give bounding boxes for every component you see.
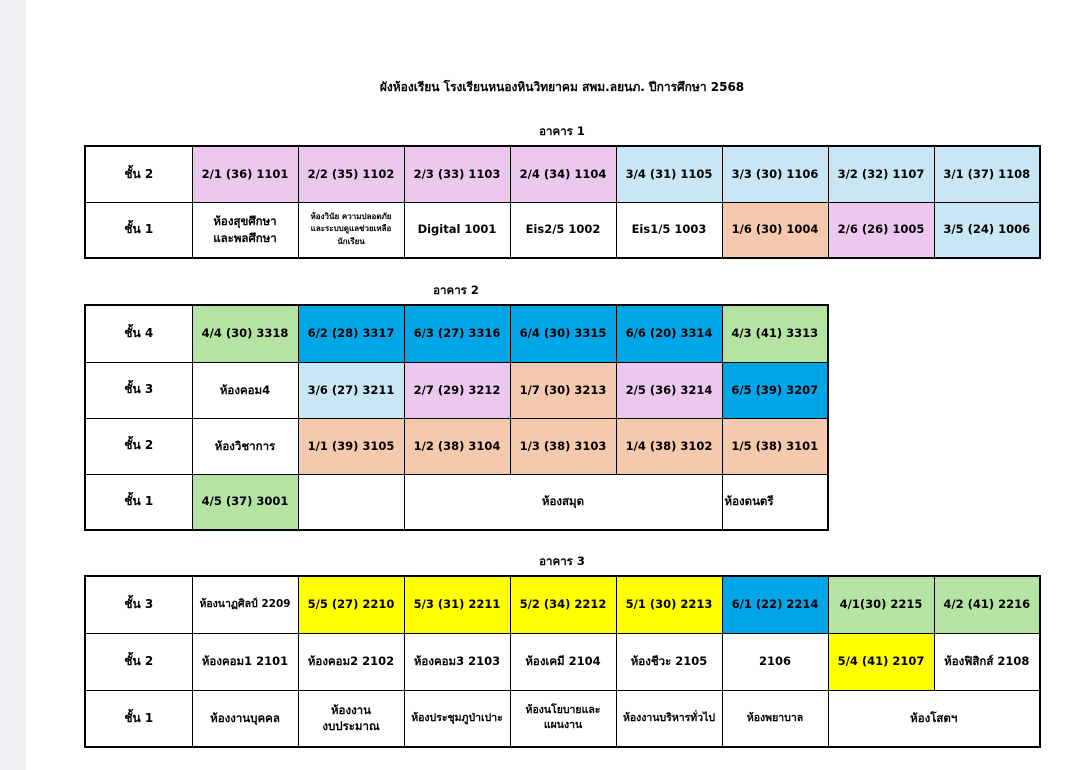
building-2-title: อาคาร 2 [433,283,479,297]
room-cell: 5/2 (34) 2212 [510,576,616,633]
floor-label: ชั้น 1 [85,474,192,530]
floor-row [85,418,828,474]
room-cell: 3/6 (27) 3211 [298,362,404,418]
room-cell: 5/4 (41) 2107 [828,633,934,690]
room-cell: ห้องงานบริหารทั่วไป [616,690,722,747]
room-cell: ห้องงาน งบประมาณ [298,690,404,747]
room-cell: ห้องสมุด [404,474,722,530]
room-cell: Eis2/5 1002 [510,202,616,258]
room-cell: 1/6 (30) 1004 [722,202,828,258]
floor-row [85,146,1040,202]
building-3-table [84,575,1041,748]
room-cell: ห้องโสตฯ [828,690,1040,747]
floor-row [85,202,1040,258]
room-cell: 2/7 (29) 3212 [404,362,510,418]
room-cell: Eis1/5 1003 [616,202,722,258]
room-cell: 1/4 (38) 3102 [616,418,722,474]
floor-row [85,305,828,362]
building-1-table [84,145,1041,259]
room-cell: 4/4 (30) 3318 [192,305,298,362]
room-cell: 6/5 (39) 3207 [722,362,828,418]
room-cell: 6/4 (30) 3315 [510,305,616,362]
room-cell: ห้องคอม2 2102 [298,633,404,690]
room-cell: ห้องคอม3 2103 [404,633,510,690]
room-cell: ห้องวินัย ความปลอดภัย และระบบดูแลช่วยเหลือ นักเรียน [298,202,404,258]
room-cell: ห้องนโยบายและ แผนงาน [510,690,616,747]
floor-label: ชั้น 1 [85,202,192,258]
room-cell: 6/1 (22) 2214 [722,576,828,633]
building-1-title: อาคาร 1 [539,124,585,138]
room-cell: 2/2 (35) 1102 [298,146,404,202]
room-cell: ห้องคอม1 2101 [192,633,298,690]
room-cell: ห้องดนตรี [722,474,828,530]
room-cell: 4/1(30) 2215 [828,576,934,633]
floor-row [85,633,1040,690]
floor-label: ชั้น 2 [85,418,192,474]
room-cell: Digital 1001 [404,202,510,258]
room-cell: 6/6 (20) 3314 [616,305,722,362]
room-cell: 2/4 (34) 1104 [510,146,616,202]
room-cell: 3/3 (30) 1106 [722,146,828,202]
room-cell: 5/5 (27) 2210 [298,576,404,633]
floor-row [85,690,1040,747]
room-cell: 4/5 (37) 3001 [192,474,298,530]
room-cell: ห้องเคมี 2104 [510,633,616,690]
floor-row [85,576,1040,633]
building-3-title: อาคาร 3 [539,554,585,568]
room-cell: 4/3 (41) 3313 [722,305,828,362]
room-cell [298,474,404,530]
room-cell: 1/3 (38) 3103 [510,418,616,474]
floor-label: ชั้น 2 [85,146,192,202]
room-cell: 4/2 (41) 2216 [934,576,1040,633]
floor-label: ชั้น 3 [85,362,192,418]
room-cell: 3/5 (24) 1006 [934,202,1040,258]
room-cell: ห้องพยาบาล [722,690,828,747]
room-cell: 6/2 (28) 3317 [298,305,404,362]
room-cell: 1/2 (38) 3104 [404,418,510,474]
room-cell: ห้องคอม4 [192,362,298,418]
room-cell: 2/3 (33) 1103 [404,146,510,202]
floor-label: ชั้น 3 [85,576,192,633]
room-cell: 5/1 (30) 2213 [616,576,722,633]
left-margin-strip [0,0,26,770]
room-cell: ห้องสุขศึกษา และพลศึกษา [192,202,298,258]
room-cell: 1/1 (39) 3105 [298,418,404,474]
room-cell: ห้องประชุมภูป่าเปาะ [404,690,510,747]
floor-label: ชั้น 1 [85,690,192,747]
room-cell: 1/7 (30) 3213 [510,362,616,418]
room-cell: 3/1 (37) 1108 [934,146,1040,202]
room-cell: 3/4 (31) 1105 [616,146,722,202]
floor-label: ชั้น 4 [85,305,192,362]
room-cell: 2106 [722,633,828,690]
room-cell: ห้องฟิสิกส์ 2108 [934,633,1040,690]
room-cell: ห้องงานบุคคล [192,690,298,747]
floor-row [85,474,828,530]
floor-row [85,362,828,418]
room-cell: ห้องนาฏศิลป์ 2209 [192,576,298,633]
room-cell: 6/3 (27) 3316 [404,305,510,362]
room-cell: 1/5 (38) 3101 [722,418,828,474]
room-cell: ห้องวิชาการ [192,418,298,474]
room-cell: 5/3 (31) 2211 [404,576,510,633]
room-cell: 2/5 (36) 3214 [616,362,722,418]
room-cell: 2/1 (36) 1101 [192,146,298,202]
room-cell: ห้องชีวะ 2105 [616,633,722,690]
building-2-table [84,304,829,531]
room-cell: 2/6 (26) 1005 [828,202,934,258]
page-title: ผังห้องเรียน โรงเรียนหนองหินวิทยาคม สพม.ลยนภ. ปีการศึกษา 2568 [379,80,745,94]
floor-label: ชั้น 2 [85,633,192,690]
room-cell: 3/2 (32) 1107 [828,146,934,202]
